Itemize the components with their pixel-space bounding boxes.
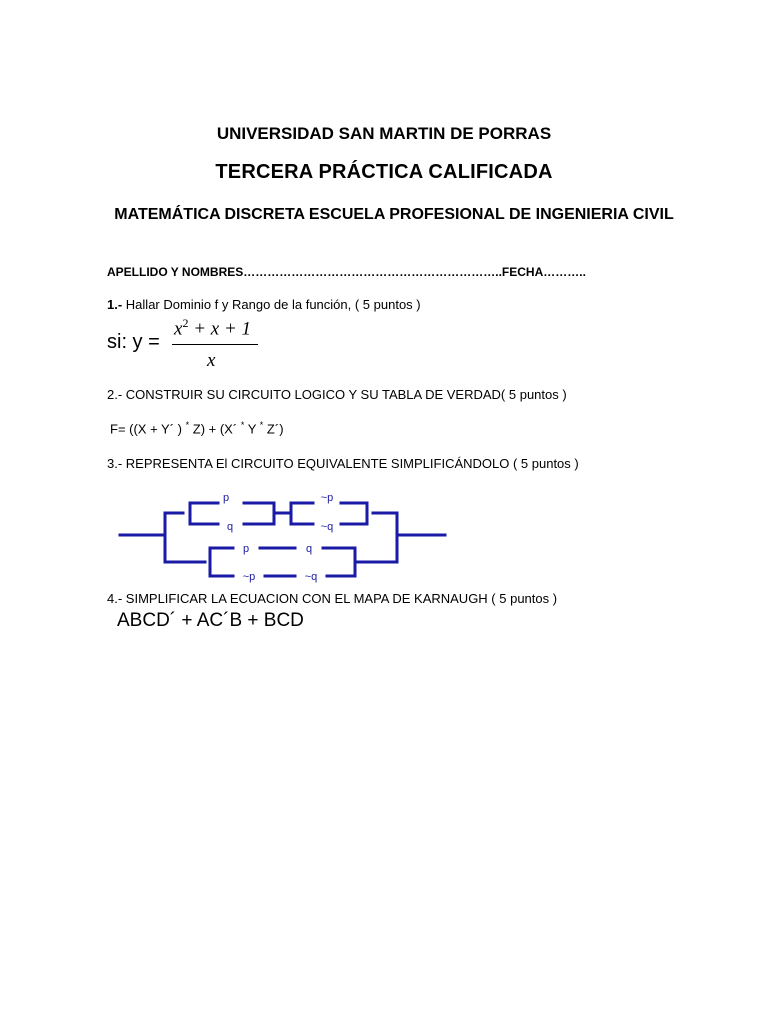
- name-field-label: APELLIDO Y NOMBRES………………………………………………………..: [107, 265, 502, 279]
- formula-part-c: Y: [247, 421, 257, 437]
- switch-label-not-p-lower: ~p: [242, 571, 256, 583]
- function-prefix: si: y =: [107, 331, 160, 353]
- formula-part-d: Z´): [266, 421, 284, 437]
- switch-circuit-diagram: [115, 488, 455, 584]
- function-denominator: x: [207, 350, 216, 371]
- question-1-text: Hallar Dominio f y Rango de la función, ( 5 puntos ): [125, 297, 421, 312]
- question-1-number: 1.-: [107, 297, 123, 312]
- date-field-label: FECHA………..: [501, 265, 586, 279]
- fraction-bar: [172, 344, 258, 345]
- switch-label-not-q-upper: ~q: [320, 521, 334, 533]
- question-1: [107, 297, 421, 312]
- question-2-formula: [110, 420, 284, 436]
- switch-label-not-q-lower: ~q: [304, 571, 318, 583]
- formula-sup-c: *: [259, 420, 264, 430]
- numerator-exponent: 2: [182, 316, 189, 330]
- document-title: TERCERA PRÁCTICA CALIFICADA: [215, 161, 553, 183]
- formula-part-a: F= ((X + Y´ ): [110, 421, 182, 437]
- circuit-wires: [120, 503, 445, 576]
- switch-label-p-upper: p: [222, 492, 230, 504]
- switch-label-not-p-upper: ~p: [320, 492, 334, 504]
- function-numerator: [174, 316, 251, 340]
- university-name: UNIVERSIDAD SAN MARTIN DE PORRAS: [216, 124, 552, 143]
- numerator-base: x: [174, 318, 183, 340]
- student-info-line: [107, 265, 586, 279]
- switch-label-q-upper: q: [226, 521, 234, 533]
- course-subtitle: MATEMÁTICA DISCRETA ESCUELA PROFESIONAL DE INGENIERIA CIVIL: [114, 206, 674, 223]
- boolean-expression: ABCD´ + AC´B + BCD: [117, 610, 304, 631]
- question-3: 3.- REPRESENTA El CIRCUITO EQUIVALENTE SIMPLIFICÁNDOLO ( 5 puntos ): [107, 456, 579, 471]
- formula-part-b: Z) + (X´: [192, 421, 238, 437]
- switch-label-p-lower: p: [242, 543, 250, 555]
- formula-sup-b: *: [240, 420, 245, 430]
- numerator-rest: + x + 1: [193, 318, 252, 340]
- formula-sup-a: *: [185, 420, 190, 430]
- switch-label-q-lower: q: [305, 543, 313, 555]
- question-4: 4.- SIMPLIFICAR LA ECUACION CON EL MAPA DE KARNAUGH ( 5 puntos ): [107, 591, 558, 606]
- question-2: 2.- CONSTRUIR SU CIRCUITO LOGICO Y SU TABLA DE VERDAD( 5 puntos ): [107, 387, 567, 402]
